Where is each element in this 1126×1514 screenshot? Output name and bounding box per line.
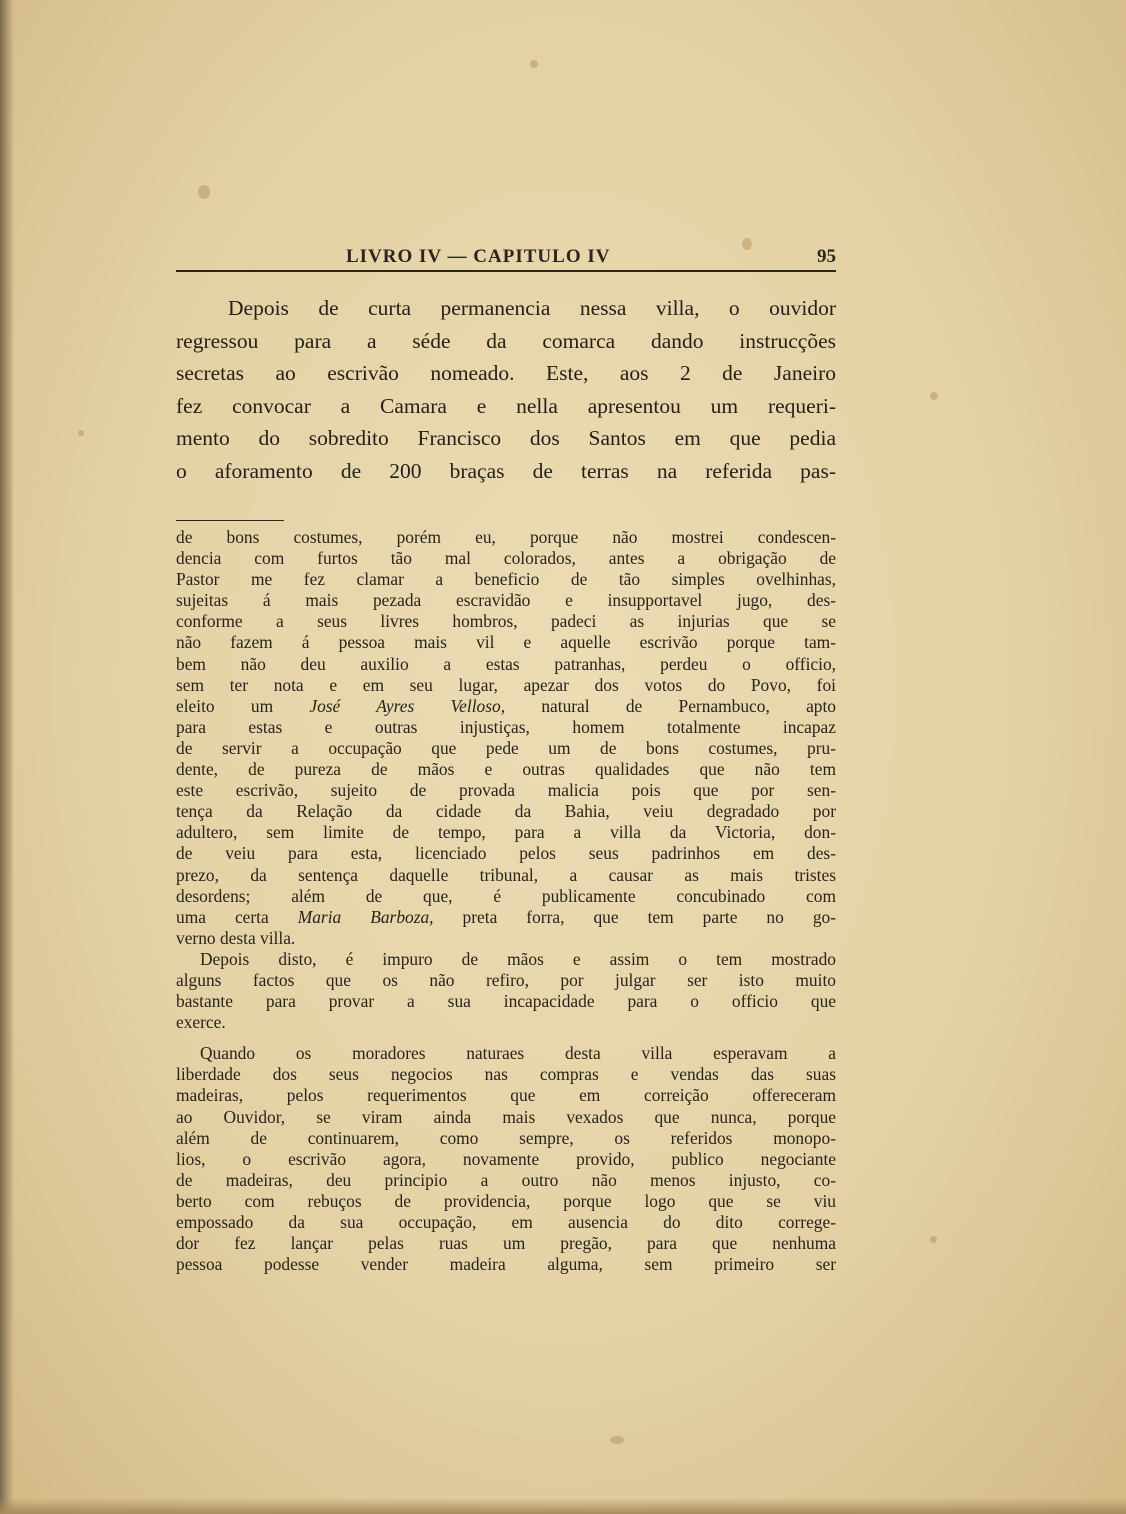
footnote-line: liberdade dos seus negocios nas compras e vendas das suas [176,1064,836,1085]
footnote-line: não fazem á pessoa mais vil e aquelle escrivão porque tam- [176,632,836,653]
paragraph-gap [176,1033,836,1043]
footnote-line: de veiu para esta, licenciado pelos seus padrinhos em des- [176,843,836,864]
italic-name: José Ayres Velloso, [309,695,506,716]
paper-speck [198,185,210,199]
footnote-line: berto com rebuços de providencia, porque logo que se viu [176,1190,836,1211]
paper-speck [930,1236,937,1243]
footnote-line: exerce. [176,1012,226,1033]
text-line: secretas ao escrivão nomeado. Este, aos 2 de Janeiro [176,361,836,386]
footnote-line: pessoa podesse vender madeira alguma, sem primeiro ser [176,1254,836,1275]
footnote-separator [176,520,284,521]
paper-speck [930,392,938,400]
paper-speck [530,60,538,68]
footnote-line [176,907,836,928]
footnote-line: de bons costumes, porém eu, porque não mostrei condescen- [176,527,836,547]
text-line: fez convocar a Camara e nella apresentou um requeri- [176,393,836,418]
footnote-text: uma certa [176,906,298,927]
footnote-line: dente, de pureza de mãos e outras qualidades que não tem [176,759,836,780]
footnote-line: Pastor me fez clamar a beneficio de tão simples ovelhinhas, [176,569,836,590]
footnote-line: prezo, da sentença daquelle tribunal, a causar as mais tristes [176,864,836,885]
footnote-line: Depois disto, é impuro de mãos e assim o tem mostrado [200,948,836,969]
footnote-text: natural de Pernambuco, apto [505,695,837,716]
footnote-line: dor fez lançar pelas ruas um pregão, para que nenhuma [176,1233,836,1254]
footnote-line: empossado da sua occupação, em ausencia do dito correge- [176,1212,836,1232]
footnote-line: sem ter nota e em seu lugar, apezar dos votos do Povo, foi [176,674,836,695]
text-line: mento do sobredito Francisco dos Santos em que pedia [176,426,836,451]
paper-speck [78,430,84,436]
text-line: regressou para a séde da comarca dando instrucções [176,328,836,353]
page-edge-shadow [0,0,14,1514]
footnote-line: dencia com furtos tão mal colorados, antes a obrigação de [176,548,836,569]
footnote-line: para estas e outras injustiças, homem totalmente incapaz [176,716,836,737]
footnote-text: preta forra, que tem parte no go- [433,906,836,927]
footnote-line: sujeitas á mais pezada escravidão e insupportavel jugo, des- [176,590,836,611]
footnote-line: tença da Relação da cidade da Bahia, veiu degradado por [176,801,836,822]
page-number: 95 [817,246,836,267]
footnote-text: eleito um [176,695,310,716]
footnote-line [176,696,836,717]
footnote-line: bem não deu auxilio a estas patranhas, perdeu o officio, [176,653,836,674]
main-paragraph [176,292,836,488]
footnote-line: madeiras, pelos requerimentos que em correição offereceram [176,1085,836,1106]
footnote-line: Quando os moradores naturaes desta villa esperavam a [200,1043,836,1064]
footnote-line: adultero, sem limite de tempo, para a villa da Victoria, don- [176,822,836,843]
footnote-line: de servir a occupação que pede um de bons costumes, pru- [176,737,836,758]
footnote-line: desordens; além de que, é publicamente concubinado com [176,885,836,906]
footnote-line: verno desta villa. [176,927,296,948]
footnote-line: alguns factos que os não refiro, por julgar ser isto muito [176,969,836,990]
footnote-line: conforme a seus livres hombros, padeci as injurias que se [176,611,836,632]
footnote-line: bastante para provar a sua incapacidade para o officio que [176,991,836,1012]
footnote-line: ao Ouvidor, se viram ainda mais vexados que nunca, porque [176,1106,836,1127]
footnote-line: lios, o escrivão agora, novamente provido, publico negociante [176,1148,836,1169]
footnote-line: este escrivão, sujeito de provada malicia pois que por sen- [176,780,836,801]
italic-name: Maria Barboza, [297,906,434,927]
text-line: Depois de curta permanencia nessa villa, o ouvidor [228,296,836,320]
page-header [176,240,836,272]
paper-speck [610,1436,624,1444]
page-bottom-shadow [0,1498,1126,1514]
footnote [176,527,836,1275]
footnote-line: de madeiras, deu principio a outro não menos injusto, co- [176,1169,836,1190]
footnote-line: além de continuarem, como sempre, os referidos monopo- [176,1127,836,1148]
running-head: LIVRO IV — CAPITULO IV [346,246,611,267]
text-line: o aforamento de 200 braças de terras na referida pas- [176,458,836,483]
